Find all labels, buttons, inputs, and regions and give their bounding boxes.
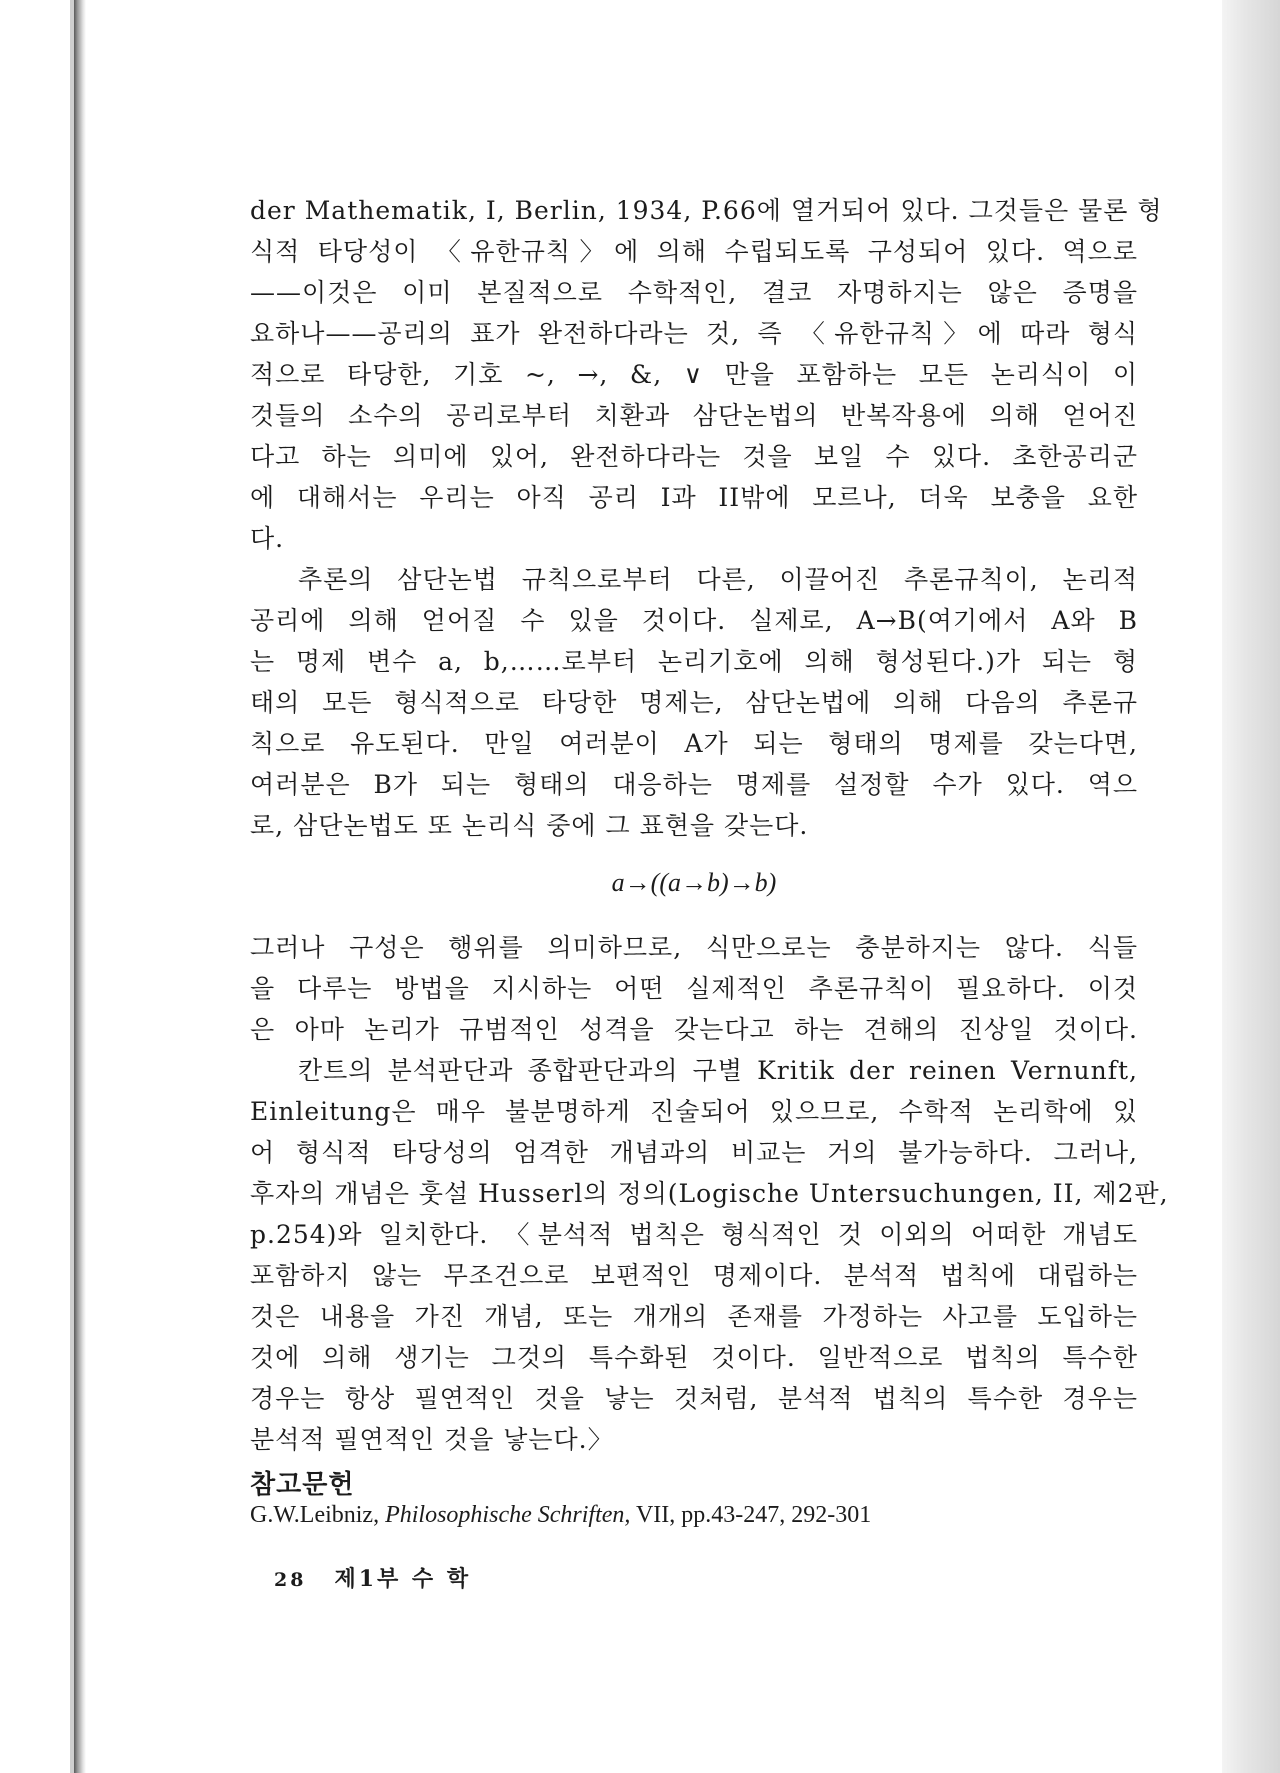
text-line: 은 아마 논리가 규범적인 성격을 갖는다고 하는 견해의 진상일 것이다. xyxy=(250,1015,1138,1044)
text-line: 에 대해서는 우리는 아직 공리 I과 II밖에 모르나, 더욱 보충을 요한 xyxy=(250,483,1138,512)
page-number: 28 xyxy=(274,1569,307,1591)
text-line: 태의 모든 형식적으로 타당한 명제는, 삼단논법에 의해 다음의 추론규 xyxy=(250,688,1138,717)
text-line: 칙으로 유도된다. 만일 여러분이 A가 되는 형태의 명제를 갖는다면, xyxy=(250,729,1138,758)
text-line: 경우는 항상 필연적인 것을 낳는 것처럼, 분석적 법칙의 특수한 경우는 xyxy=(250,1384,1138,1413)
text-line: 적으로 타당한, 기호 ~, →, &, ∨ 만을 포함하는 모든 논리식이 이 xyxy=(250,360,1138,389)
text-line: 다고 하는 의미에 있어, 완전하다라는 것을 보일 수 있다. 초한공리군 xyxy=(250,442,1138,471)
text-line: 것은 내용을 가진 개념, 또는 개개의 존재를 가정하는 사고를 도입하는 xyxy=(250,1302,1138,1331)
text-line: 요하나——공리의 표가 완전하다라는 것, 즉 〈유한규칙〉에 따라 형식 xyxy=(250,319,1138,348)
text-line: 칸트의 분석판단과 종합판단과의 구별 Kritik der reinen Vernunft, xyxy=(298,1056,1138,1085)
text-line: 것들의 소수의 공리로부터 치환과 삼단논법의 반복작용에 의해 얻어진 xyxy=(250,401,1138,430)
text-line: 추론의 삼단논법 규칙으로부터 다른, 이끌어진 추론규칙이, 논리적 xyxy=(298,565,1138,594)
text-line: 것에 의해 생기는 그것의 특수화된 것이다. 일반적으로 법칙의 특수한 xyxy=(250,1343,1138,1372)
text-line: ——이것은 이미 본질적으로 수학적인, 결코 자명하지는 않은 증명을 xyxy=(250,278,1138,307)
text-line: 후자의 개념은 훗설 Husserl의 정의(Logische Untersuchungen, II, 제2판, xyxy=(250,1179,1169,1208)
text-line: 여러분은 B가 되는 형태의 대응하는 명제를 설정할 수가 있다. 역으 xyxy=(250,770,1138,799)
text-line: Einleitung은 매우 불분명하게 진술되어 있으므로, 수학적 논리학에 있 xyxy=(250,1097,1138,1126)
text-line: p.254)와 일치한다. 〈분석적 법칙은 형식적인 것 이외의 어떠한 개념도 xyxy=(250,1220,1138,1249)
text-line: 분석적 필연적인 것을 낳는다.〉 xyxy=(250,1425,614,1454)
text-line: 그러나 구성은 행위를 의미하므로, 식만으로는 충분하지는 않다. 식들 xyxy=(250,933,1138,962)
text-line: 공리에 의해 얻어질 수 있을 것이다. 실제로, A→B(여기에서 A와 B xyxy=(250,606,1138,635)
paragraph-block-1 xyxy=(250,190,1163,846)
text-line: 을 다루는 방법을 지시하는 어떤 실제적인 추론규칙이 필요하다. 이것 xyxy=(250,974,1138,1003)
text-line: 어 형식적 타당성의 엄격한 개념과의 비교는 거의 불가능하다. 그러나, xyxy=(250,1138,1138,1167)
formula: a→((a→b)→b) xyxy=(611,868,777,897)
references-title: 참고문헌 xyxy=(250,1470,355,1500)
text-line: 로, 삼단논법도 또 논리식 중에 그 표현을 갖는다. xyxy=(250,811,809,840)
page-right-edge xyxy=(1222,0,1280,1773)
text-line: 포함하지 않는 무조건으로 보편적인 명제이다. 분석적 법칙에 대립하는 xyxy=(250,1261,1138,1290)
body-text xyxy=(250,190,1169,1460)
text-line: der Mathematik, I, Berlin, 1934, P.66에 열거되어 있다. 그것들은 물론 형 xyxy=(250,196,1163,225)
reference-details: VII, pp.43-247, 292-301 xyxy=(630,1502,872,1528)
book-spine-shadow xyxy=(74,0,86,1773)
page-footer xyxy=(274,1562,471,1593)
text-line: 다. xyxy=(250,524,285,553)
reference-author: G.W.Leibniz, xyxy=(250,1502,386,1528)
paragraph-block-2 xyxy=(250,927,1169,1460)
text-line: 는 명제 변수 a, b,……로부터 논리기호에 의해 형성된다.)가 되는 형 xyxy=(250,647,1138,676)
reference-work: Philosophische Schriften, xyxy=(385,1502,631,1528)
text-line: 식적 타당성이 〈유한규칙〉에 의해 수립되도록 구성되어 있다. 역으로 xyxy=(250,237,1138,266)
reference-entry xyxy=(250,1502,871,1529)
section-title: 제1부 수 학 xyxy=(334,1566,472,1592)
